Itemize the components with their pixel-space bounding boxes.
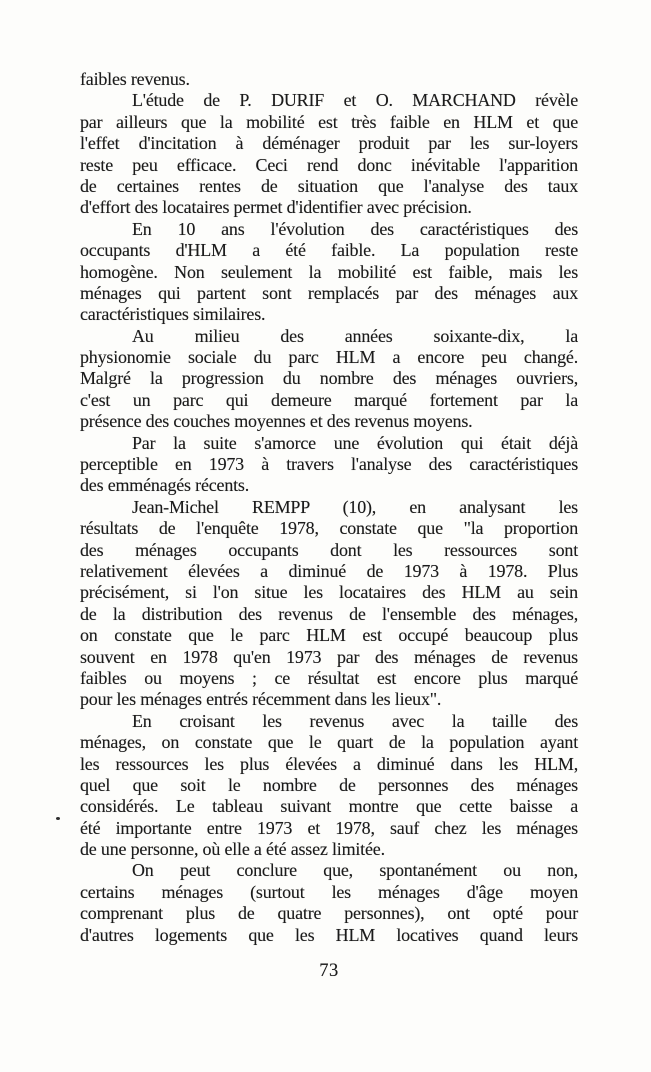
text-line: L'étude de P. DURIF et O. MARCHAND révèle xyxy=(132,90,578,111)
text-line: c'est un parc qui demeure marqué fortement par la xyxy=(80,389,578,410)
text-line: par ailleurs que la mobilité est très faible en HLM et que xyxy=(80,111,578,132)
text-line: Jean-Michel REMPP (10), en analysant les xyxy=(132,496,578,517)
text-line: résultats de l'enquête 1978, constate que "la proportion xyxy=(80,518,578,539)
text-block xyxy=(80,69,578,946)
text-line: physionomie sociale du parc HLM a encore peu changé. xyxy=(80,347,578,368)
text-line: reste peu efficace. Ceci rend donc inévitable l'apparition xyxy=(80,154,578,175)
text-line: faibles ou moyens ; ce résultat est encore plus marqué xyxy=(80,667,578,688)
text-line: En croisant les revenus avec la taille des xyxy=(132,710,578,731)
text-line: relativement élevées a diminué de 1973 à 1978. Plus xyxy=(80,560,578,581)
text-line: quel que soit le nombre de personnes des ménages xyxy=(80,774,578,795)
text-line: été importante entre 1973 et 1978, sauf chez les ménages xyxy=(80,817,578,838)
text-line: pour les ménages entrés récemment dans les lieux". xyxy=(80,689,442,710)
text-line: caractéristiques similaires. xyxy=(80,304,266,325)
text-line: l'effet d'incitation à déménager produit par les sur-loyers xyxy=(80,133,578,154)
text-line: faibles revenus. xyxy=(80,69,190,89)
text-line: perceptible en 1973 à travers l'analyse des caractéristiques xyxy=(80,454,578,475)
text-line: des emménagés récents. xyxy=(80,475,250,496)
text-line: On peut conclure que, spontanément ou non, xyxy=(132,860,578,881)
text-line: de certaines rentes de situation que l'analyse des taux xyxy=(80,175,578,196)
page-number: 73 xyxy=(319,961,339,981)
text-line: considérés. Le tableau suivant montre que cette baisse a xyxy=(80,796,578,817)
text-line: souvent en 1978 qu'en 1973 par des ménages de revenus xyxy=(80,646,578,667)
text-line: Au milieu des années soixante-dix, la xyxy=(132,325,578,346)
text-line: homogène. Non seulement la mobilité est faible, mais les xyxy=(80,261,578,282)
scan-speck xyxy=(56,817,60,820)
text-line: comprenant plus de quatre personnes), ont opté pour xyxy=(80,903,578,924)
text-line: Par la suite s'amorce une évolution qui était déjà xyxy=(132,432,578,453)
text-line: des ménages occupants dont les ressources sont xyxy=(80,539,578,560)
text-line: ménages, on constate que le quart de la population ayant xyxy=(80,732,578,753)
text-line: présence des couches moyennes et des revenus moyens. xyxy=(80,411,473,432)
text-line: certains ménages (surtout les ménages d'âge moyen xyxy=(80,881,578,902)
text-line: on constate que le parc HLM est occupé beaucoup plus xyxy=(80,625,578,646)
text-line: de la distribution des revenus de l'ensemble des ménages, xyxy=(80,603,578,624)
text-line: précisément, si l'on situe les locataires des HLM au sein xyxy=(80,582,578,603)
text-line: les ressources les plus élevées a diminué dans les HLM, xyxy=(80,753,578,774)
text-line: d'effort des locataires permet d'identifier avec précision. xyxy=(80,197,472,218)
text-line: de une personne, où elle a été assez limitée. xyxy=(80,839,385,860)
text-line: occupants d'HLM a été faible. La population reste xyxy=(80,240,578,261)
text-line: Malgré la progression du nombre des ménages ouvriers, xyxy=(80,368,578,389)
text-line: ménages qui partent sont remplacés par des ménages aux xyxy=(80,282,578,303)
text-line: En 10 ans l'évolution des caractéristiques des xyxy=(132,218,578,239)
text-line: d'autres logements que les HLM locatives quand leurs xyxy=(80,924,578,945)
